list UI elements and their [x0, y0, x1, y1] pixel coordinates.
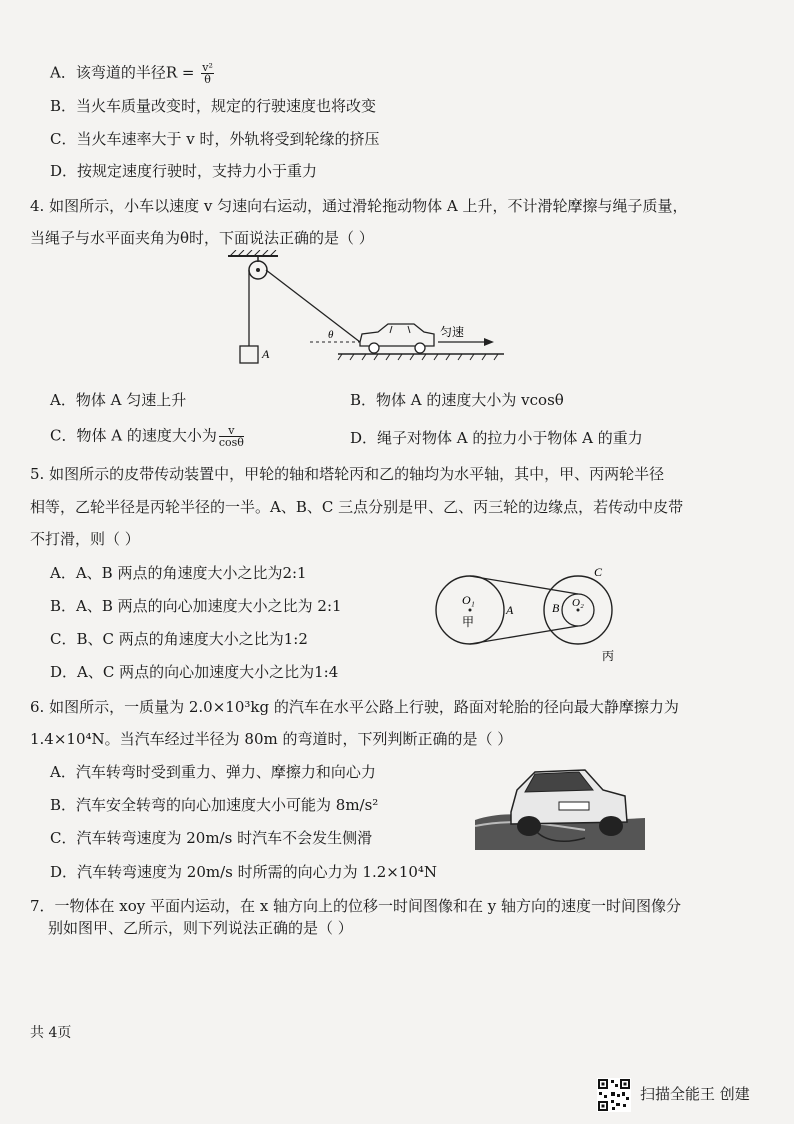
q3-option-c: C．当火车速率大于 v 时，外轨将受到轮缘的挤压	[50, 130, 380, 148]
q4-frac-num: v	[219, 425, 244, 437]
fig-label-b: B	[552, 601, 560, 615]
q7-stem-line1: 7．一物体在 xoy 平面内运动，在 x 轴方向上的位移一时间图像和在 y 轴方向的速度一时间图像分	[30, 897, 682, 915]
fig-label-theta: θ	[328, 329, 334, 341]
q5-stem-line2: 相等，乙轮半径是丙轮半径的一半。A、B、C 三点分别是甲、乙、丙三轮的边缘点，若传动中皮带	[30, 498, 684, 516]
q4-frac-den: cosθ	[218, 436, 244, 449]
q3-option-b: B．当火车质量改变时，规定的行驶速度也将改变	[50, 97, 377, 115]
q3-frac-num: v²	[202, 61, 213, 74]
fig-label-jia: 甲	[462, 615, 475, 629]
q5-stem-line1: 5. 如图所示的皮带传动装置中，甲轮的轴和塔轮丙和乙的轴均为水平轴，其中，甲、丙两轮半径	[30, 465, 665, 483]
q6-option-a: A．汽车转弯时受到重力、弹力、摩擦力和向心力	[50, 763, 376, 781]
fig-label-c: C	[594, 565, 603, 579]
q5-belt-figure	[432, 564, 632, 668]
q4-option-a: A．物体 A 匀速上升	[50, 391, 187, 409]
fig-label-a: A	[262, 347, 270, 361]
q5-option-c: C．B、C 两点的角速度大小之比为1:2	[50, 630, 308, 648]
q6-stem-line2: 1.4×10⁴N。当汽车经过半径为 80m 的弯道时，下列判断正确的是（ ）	[30, 730, 513, 748]
block-a-icon	[240, 346, 258, 363]
q6-car-photo	[475, 760, 645, 850]
q6-option-b: B．汽车安全转弯的向心加速度大小可能为 8m/s²	[50, 796, 379, 814]
qr-code-icon	[597, 1078, 631, 1112]
q7-stem-line2: 别如图甲、乙所示，则下列说法正确的是（ ）	[48, 919, 353, 937]
fig-label-a: A	[506, 603, 514, 617]
q4-option-b: B．物体 A 的速度大小为 vcosθ	[350, 391, 564, 409]
q4-option-d: D．绳子对物体 A 的拉力小于物体 A 的重力	[350, 429, 643, 447]
q3-option-a-fraction	[201, 62, 214, 85]
q3-option-a-text: A．该弯道的半径R =	[50, 63, 200, 82]
fig-label-speed: 匀速	[440, 325, 465, 339]
q4-stem-line2: 当绳子与水平面夹角为θ时，下面说法正确的是（ ）	[30, 229, 374, 247]
fig-label-o1: O₁	[462, 593, 475, 607]
car-icon	[360, 324, 434, 353]
q5-stem-line3: 不打滑，则（ ）	[30, 530, 140, 548]
q4-pulley-figure	[222, 250, 512, 372]
q5-option-b: B．A、B 两点的向心加速度大小之比为 2:1	[50, 597, 342, 615]
q5-option-d: D．A、C 两点的向心加速度大小之比为1:4	[50, 663, 339, 681]
q4-option-c-fraction	[219, 425, 244, 448]
q6-option-d: D．汽车转弯速度为 20m/s 时所需的向心力为 1.2×10⁴N	[50, 863, 438, 881]
q4-option-c	[50, 425, 246, 448]
fig-label-o2: O₂	[572, 597, 584, 609]
q6-stem-line1: 6. 如图所示，一质量为 2.0×10³kg 的汽车在水平公路上行驶，路面对轮胎的径向最大静摩擦力为	[30, 698, 679, 716]
scanner-watermark: 扫描全能王 创建	[640, 1085, 750, 1103]
fig-label-bing: 丙	[602, 649, 615, 663]
page-count: 共 4页	[30, 1025, 72, 1041]
q3-option-d: D．按规定速度行驶时，支持力小于重力	[50, 162, 318, 180]
q3-frac-den: θ	[204, 73, 211, 86]
q3-option-a	[50, 62, 216, 85]
q5-option-a: A．A、B 两点的角速度大小之比为2:1	[50, 564, 307, 582]
q4-option-c-text: C．物体 A 的速度大小为	[50, 426, 217, 445]
q4-stem-line1: 4. 如图所示，小车以速度 v 匀速向右运动，通过滑轮拖动物体 A 上升，不计滑轮摩擦与绳子质量，	[30, 197, 688, 215]
q6-option-c: C．汽车转弯速度为 20m/s 时汽车不会发生侧滑	[50, 829, 373, 847]
